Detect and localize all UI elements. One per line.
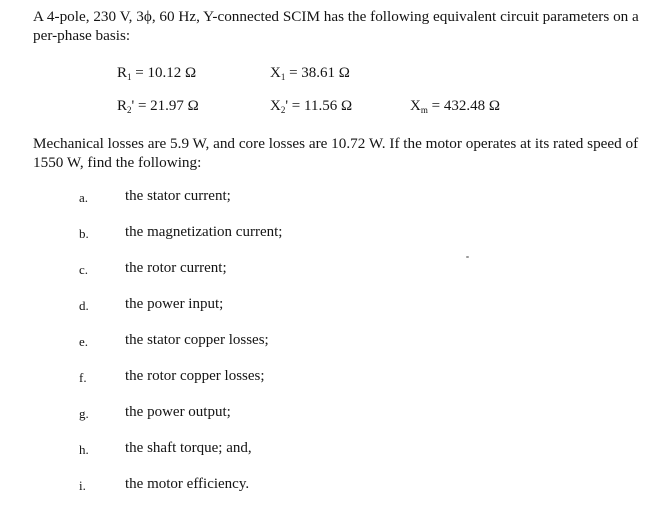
- item-c-letter: c.: [79, 262, 89, 277]
- param-r2-symbol: R: [117, 98, 128, 114]
- item-g-text: the power output;: [125, 404, 231, 420]
- param-x2-value: = 11.56 Ω: [288, 98, 353, 114]
- item-f-text: the rotor copper losses;: [125, 368, 265, 384]
- item-c-text: the rotor current;: [125, 260, 227, 276]
- param-xm: [410, 97, 500, 115]
- param-r1-subscript: 1: [127, 72, 132, 82]
- param-x1-symbol: X: [270, 65, 281, 81]
- param-x2-symbol: X: [270, 98, 281, 114]
- item-d-text: the power input;: [125, 296, 224, 312]
- param-r1-value: = 10.12 Ω: [131, 65, 197, 81]
- param-x1: [270, 64, 350, 82]
- item-g-letter: g.: [79, 406, 89, 421]
- losses-statement: Mechanical losses are 5.9 W, and core losses are 10.72 W. If the motor operates at its rated speed of 1550 W, find the following:: [33, 135, 639, 171]
- param-r1: [117, 64, 196, 82]
- param-r2-value: = 21.97 Ω: [134, 98, 199, 114]
- param-x2-subscript: 2: [280, 105, 286, 115]
- problem-intro: A 4-pole, 230 V, 3ϕ, 60 Hz, Y-connected SCIM has the following equivalent circuit parameters on a per-phase basis:: [33, 8, 639, 44]
- item-b-letter: b.: [79, 226, 89, 241]
- param-x1-subscript: 1: [280, 72, 286, 82]
- param-r2-subscript: 2: [127, 105, 132, 115]
- param-x1-value: = 38.61 Ω: [285, 65, 350, 81]
- item-h-text: the shaft torque; and,: [125, 440, 252, 456]
- param-r2-prime: ': [131, 98, 135, 114]
- item-i-text: the motor efficiency.: [125, 476, 250, 492]
- item-a-letter: a.: [79, 190, 89, 205]
- item-b-text: the magnetization current;: [125, 224, 283, 240]
- item-i-letter: i.: [79, 478, 86, 493]
- item-e-letter: e.: [79, 334, 89, 349]
- param-xm-subscript: m: [420, 105, 428, 115]
- item-d-letter: d.: [79, 298, 89, 313]
- param-xm-symbol: X: [410, 98, 421, 114]
- param-x2-prime: ': [285, 98, 289, 114]
- param-x2: [270, 97, 352, 115]
- param-r2: [117, 97, 199, 115]
- item-e-text: the stator copper losses;: [125, 332, 269, 348]
- item-f-letter: f.: [79, 370, 87, 385]
- scan-speck: [466, 256, 469, 258]
- item-h-letter: h.: [79, 442, 89, 457]
- param-r1-symbol: R: [117, 65, 128, 81]
- item-a-text: the stator current;: [125, 188, 231, 204]
- param-xm-value: = 432.48 Ω: [427, 98, 500, 114]
